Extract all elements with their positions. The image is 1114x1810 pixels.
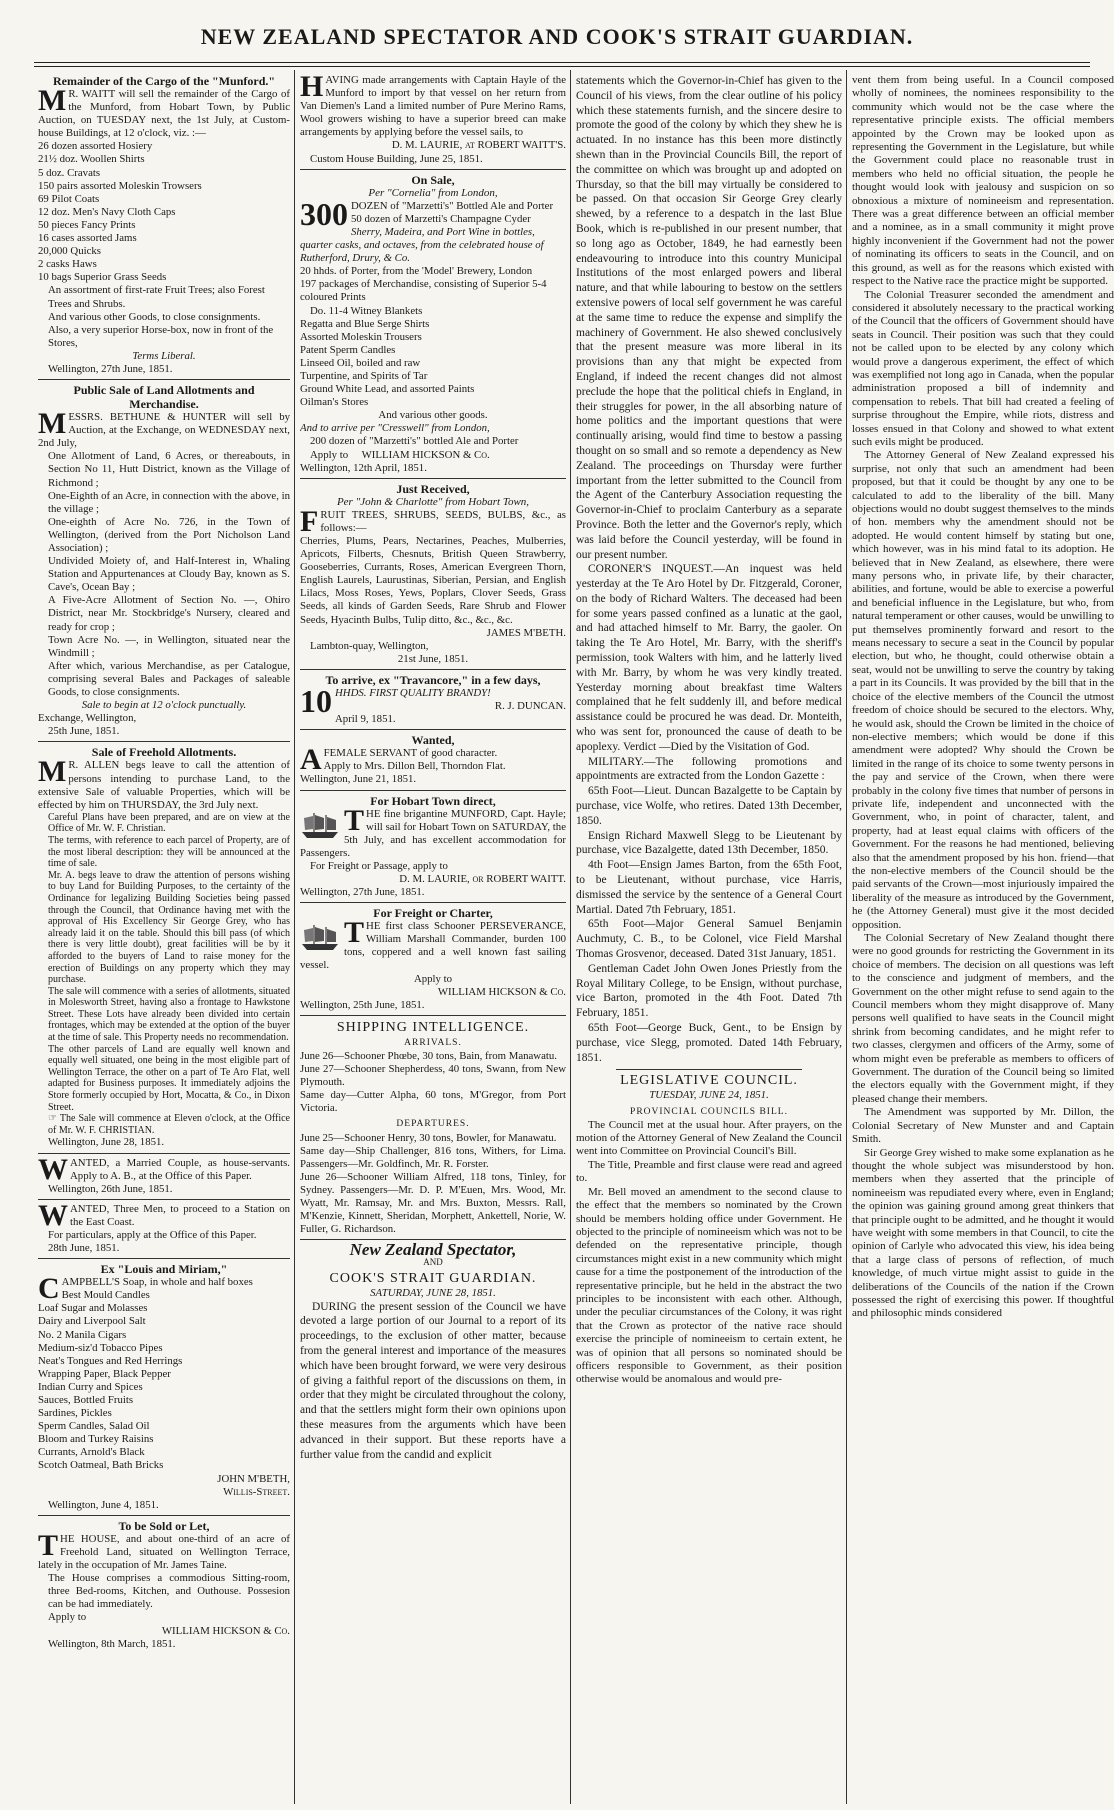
ad-apply: Apply to <box>413 972 453 985</box>
list-item: Sperm Candles, Salad Oil <box>38 1420 150 1433</box>
list-item: And various other goods. <box>378 409 488 422</box>
advertisement-munford-cargo <box>38 74 290 376</box>
list-item: 12 doz. Men's Navy Cloth Caps <box>38 205 176 218</box>
advertisement-wanted-servant <box>300 729 566 786</box>
list-item: Oilman's Stores <box>300 396 369 409</box>
advertisement-on-sale <box>300 169 566 475</box>
ad-intro: AMPBELL'S Soap, in whole and half boxes <box>61 1276 253 1289</box>
list-item: 20 hhds. of Porter, from the 'Model' Brewery, London <box>300 265 533 278</box>
ad-arrive: And to arrive per "Cresswell" from London, <box>300 422 490 435</box>
advertisement-freight-charter <box>300 902 566 1012</box>
masthead-rule <box>34 62 1090 63</box>
military-item: Ensign Richard Maxwell Slegg to be Lieutenant by purchase, vice Bazalgette, dated 13th December, 1850. <box>576 829 842 857</box>
ad-title: To arrive, ex "Travancore," in a few days, <box>325 672 541 687</box>
big-number: 10 <box>300 682 332 719</box>
list-item: Sardines, Pickles <box>38 1407 112 1420</box>
divider <box>616 1069 802 1070</box>
military-item: 65th Foot—Lieut. Duncan Bazalgette to be Captain by purchase, vice Wolfe, who retires. Dated 13th December, 1850. <box>576 785 842 827</box>
advertisement-louis-miriam <box>38 1258 290 1512</box>
ship-icon <box>300 810 340 840</box>
advertisement-house-sale <box>38 1515 290 1651</box>
section-title: SHIPPING INTELLIGENCE. <box>336 1019 530 1035</box>
ad-title: For Hobart Town direct, <box>370 793 496 808</box>
ad-paragraph: The terms, with reference to each parcel of Property, are of the most liberal description: they will be announced at the time of sale. <box>48 834 290 870</box>
ad-paragraph: One-Eighth of an Acre, in connection with the above, in the village ; <box>48 489 290 515</box>
ad-apply: Apply to <box>48 1611 87 1624</box>
list-item: 197 packages of Merchandise, consisting of Superior 5-4 coloured Prints <box>300 278 547 304</box>
ad-intro: HE HOUSE, and about one-third of an acre of Freehold Land, situated on Wellington Terrace, lately in the occupation of Mr. James Taine. <box>38 1532 290 1572</box>
list-item: 20,000 Quicks <box>38 245 101 258</box>
list-item: Turpentine, and Spirits of Tar <box>300 369 428 382</box>
section-title: LEGISLATIVE COUNCIL. <box>620 1073 798 1089</box>
ad-subtitle: Per "Cornelia" from London, <box>368 186 498 199</box>
ad-text: HE fine brigantine MUNFORD, Capt. Hayle; will sail for Hobart Town on SATURDAY, the 5th July, and has excellent accommodation for Passengers. <box>300 807 566 859</box>
list-item: 10 bags Superior Grass Seeds <box>38 271 167 284</box>
ad-place: Lambton-quay, Wellington, <box>310 639 429 652</box>
ad-terms: Terms Liberal. <box>132 349 196 362</box>
departure-entry: June 26—Schooner William Alfred, 118 tons, Tinley, for Sydney. Passengers—Mr. D. P. M'Euen, Mrs. Wood, Mr. Wyatt, Mr. Ramsay, Mr. and Mrs. Buxton, Messrs. Rall, M'Kenzie, Kinnett, Sheridan, Morphett, Ankettell, Norie, W. Fuller, G. Richardson. <box>300 1170 566 1236</box>
arrival-entry: June 27—Schooner Shepherdess, 40 tons, Swann, from New Plymouth. <box>300 1063 566 1089</box>
ad-date: Wellington, June 28, 1851. <box>48 1136 165 1149</box>
list-item: Sauces, Bottled Fruits <box>38 1394 134 1406</box>
advertisement-land-sale <box>38 379 290 738</box>
ad-date: Wellington, June 21, 1851. <box>300 773 417 786</box>
drop-cap: C <box>38 1272 60 1306</box>
subsection-label: DEPARTURES. <box>396 1119 470 1130</box>
ad-date: 21st June, 1851. <box>397 652 469 665</box>
list-item: 150 pairs assorted Moleskin Trowsers <box>38 179 202 192</box>
ad-date: April 9, 1851. <box>335 713 396 726</box>
ad-paragraph: The other parcels of Land are equally well known and equally well situated, one being in the most eligible part of Wellington Terrace, the other on a part of Te Aro Flat, well adapted for Business purposes. It immediately adjoins the Store formerly occupied by Hort, Mocatta, & Co., in Dixon Street. <box>48 1043 290 1113</box>
drop-cap: M <box>38 407 67 441</box>
military-item: Gentleman Cadet John Owen Jones Priestly from the Royal Military College, to be Ensign, without purchase, vice Barton, promoted in the 4th Foot. Dated 7th February, 1851. <box>576 962 842 1020</box>
ad-signature: R. J. DUNCAN. <box>494 700 566 713</box>
ad-text: Apply to Mrs. Dillon Bell, Thorndon Flat. <box>323 760 506 773</box>
ad-text: ANTED, a Married Couple, as house-servants. Apply to A. B., at the Office of this Paper. <box>70 1156 290 1182</box>
column-divider <box>570 70 571 1804</box>
ad-date: 25th June, 1851. <box>48 725 120 738</box>
masthead-rule-2 <box>34 66 1090 67</box>
list-item: Sherry, Madeira, and Port Wine in bottles, quarter casks, and octaves, from the celebrated house of Rutherford, Drury, & Co. <box>300 225 544 265</box>
arrival-entry: Same day—Cutter Alpha, 60 tons, M'Gregor, from Port Victoria. <box>300 1089 566 1115</box>
editorial <box>300 1239 566 1462</box>
editorial-title: New Zealand Spectator, <box>349 1240 517 1260</box>
list-item: Bloom and Turkey Raisins <box>38 1433 154 1446</box>
list-item: Indian Curry and Spices <box>38 1380 143 1393</box>
list-item: Neat's Tongues and Red Herrings <box>38 1354 183 1367</box>
ad-paragraph: The sale will commence with a series of allotments, situated in Molesworth Street, having also a frontage to Hawkstone Street. These Lots have already been divided into certain frontages, which may be extended at the option of the buyer at the time of sale. This Property needs no recommendation. <box>48 985 290 1044</box>
ad-date: Wellington, June 4, 1851. <box>48 1498 159 1511</box>
list-item: Loaf Sugar and Molasses <box>38 1302 148 1315</box>
ad-text: Cherries, Plums, Pears, Nectarines, Peaches, Mulberries, Apricots, Filberts, Chesnuts, British Queen Strawberry, Gooseberries, Currants, Roses, American Evergreen Thorn, English Laurels, Laurustinas, Siberian, Persian, and English Lilacs, Moss Roses, Yews, Poplars, Clover Seeds, Grass Seeds, all kinds of Garden Seeds, Rare Shrub and Flower Seeds, Hyacinth Bulbs, Tulip ditto, &c., &c., &c. <box>300 535 566 626</box>
drop-cap: T <box>344 916 365 950</box>
ad-place: Exchange, Wellington, <box>38 712 137 725</box>
ad-title: Wanted, <box>411 733 455 748</box>
ad-text: HE first class Schooner PERSEVERANCE, William Marshall Commander, burden 100 tons, coppered and a well known fast sailing vessel. <box>300 920 566 972</box>
drop-cap: W <box>38 1198 68 1232</box>
ad-title: Sale of Freehold Allotments. <box>91 745 237 760</box>
coroners-inquest: CORONER'S INQUEST.—An inquest was held yesterday at the Te Aro Hotel by Dr. Fitzgerald, Coroner, on the body of Richard Walters. The deceased had been for some years passed confined as a lunatic at the gaol, and had attached himself to Mr. Barry, the gaoler. On taking the Te Aro Hotel, Mr. Barry, with the sheriff's permission, took Walters with him, and he latterly lived with Mr. Barry, by whom he was very kindly treated. Yesterday morning about breakfast time Walters complained that he felt suddenly ill, and before medical assistance could be procured he was dead. Dr. Monteith, who was sent for, pronounced the cause of death to be apoplexy. Verdict —Died by the Visitation of God. <box>576 563 842 753</box>
article-paragraph: The Attorney General of New Zealand expressed his surprise, not only that such an amendment had been proposed, but that it could be thought by any one to be calculated to add to the liberality of the bill. Many objections would no doubt suggest themselves to the minds of hon. members why the amendment should not be adopted. He would content himself by stating but one, which however, was in his mind fatal to its adoption. He believed that in New Zealand, as elsewhere, there were many persons who, in private life, by their character, abilities, and fortune, would be able to exercise a powerful and beneficial influence in the Legislature, but who, from natural temperament or other causes, would be unwilling to put themselves prominently forward and resort to the means necessary to secure a seat in the Council by popular election, but who, he thought, could otherwise obtain a seat, would not be unwilling to serve the country by taking a part in its Councils. It was provided by the bill that in the choice of the elective members of the Council the utmost freedom of choice should be secured to the electors. Why, he would ask, should the Crown be limited in the choice of non-elective members; which would be done if this amendment were adopted? Why should the Crown be limited in the range of its choice to some twenty persons in the pay and service of the Crown, when there were probably in the colony five times that number of persons in private life, independent and unconnected with the Government, who, in point of character, talent, and property, had at least equal claims with officers of the Government. For the reasons he had mentioned, believing also that the amendment proposed by his hon. friend—that the non-elective members of the Council should be the paid servants of the Crown—most injuriously impaired the liberality of the measure as introduced by the Government, he (the Attorney General) must give it the most decided opposition. <box>852 449 1114 931</box>
ad-title: Remainder of the Cargo of the "Munford." <box>52 74 276 88</box>
military-item: 4th Foot—Ensign James Barton, from the 65th Foot, to be Lieutenant, without purchase, vice Harris, dismissed the service by the sentence of a General Court Martial. Dated 7th February, 1851. <box>576 859 842 916</box>
ad-paragraph: ☞ The Sale will commence at Eleven o'clock, at the Office of Mr. W. F. CHRISTIAN. <box>48 1113 290 1136</box>
ad-paragraph: A Five-Acre Allotment of Section No. —, Ohiro District, near Mr. Stockbridge's Nursery, cleared and ready for crop ; <box>48 594 290 633</box>
editorial-date: SATURDAY, JUNE 28, 1851. <box>370 1286 496 1299</box>
editorial-and: AND <box>423 1257 443 1268</box>
departure-entry: June 25—Schooner Henry, 30 tons, Bowler, for Manawatu. <box>300 1131 557 1144</box>
editorial-title-2: COOK'S STRAIT GUARDIAN. <box>329 1270 537 1286</box>
ad-signature: D. M. LAURIE, at ROBERT WAITT'S. <box>391 139 566 152</box>
ad-paragraph: One Allotment of Land, 6 Acres, or thereabouts, in Section No 11, Hutt District, known as the Village of Richmond ; <box>48 450 290 489</box>
list-item: 16 cases assorted Jams <box>38 232 137 245</box>
drop-cap: F <box>300 504 319 538</box>
section-date: TUESDAY, JUNE 24, 1851. <box>649 1089 769 1102</box>
list-item: 26 dozen assorted Hosiery <box>38 140 153 153</box>
ad-note: Sale to begin at 12 o'clock punctually. <box>81 699 247 712</box>
advertisement-wanted-couple <box>38 1153 290 1196</box>
list-item: 69 Pilot Coats <box>38 192 100 205</box>
military-intro: MILITARY.—The following promotions and appointments are extracted from the London Gazette : <box>576 755 842 783</box>
list-item: 21½ doz. Woollen Shirts <box>38 153 145 166</box>
ad-title: To be Sold or Let, <box>118 1518 210 1533</box>
ad-signature: WILLIAM HICKSON & Co. <box>161 1624 290 1637</box>
ad-paragraph: Undivided Moiety of, and Half-Interest in, Whaling Station and Appurtenances at Cloudy Bay, known as S. Cave's, Ocean Bay ; <box>48 555 290 594</box>
ad-date: 28th June, 1851. <box>48 1242 120 1255</box>
drop-cap: H <box>300 74 324 103</box>
list-item: Do. 11-4 Witney Blankets <box>310 304 423 317</box>
ad-paragraph: Town Acre No. —, in Wellington, situated near the Windmill ; <box>48 633 290 659</box>
ad-date: Custom House Building, June 25, 1851. <box>310 152 483 165</box>
ad-date: Wellington, 27th June, 1851. <box>48 362 173 375</box>
list-item: Wrapping Paper, Black Pepper <box>38 1367 171 1380</box>
article-paragraph: Mr. Bell moved an amendment to the second clause to the effect that the members so nominated by the Crown should be members holding office under Government. He objected to the principle of nomineeism which was not to be defended on the representative principle, though circumstances might exist in a new community which might cause for a time the postponement of the introduction of the representative principle, but he held in the abstract the two principles to be inconsistent with each other. Although, under the peculiar circumstances of the Colony, it was right that the Crown as protector of the native race should exercise the principle of nomineeism to certain extent, he was of opinion that all persons so nominated should be officers responsible to Government, as their position otherwise would be anomalous and would pre- <box>576 1185 842 1386</box>
ad-signature: JOHN M'BETH, <box>217 1472 290 1485</box>
ad-title: Just Received, <box>396 481 470 496</box>
advertisement-merino-rams <box>300 74 566 166</box>
article-paragraph: The Title, Preamble and first clause were read and agreed to. <box>576 1158 842 1185</box>
subsection-label: ARRIVALS. <box>404 1037 462 1048</box>
list-item: 2 casks Haws <box>38 258 97 271</box>
editorial-text: DURING the present session of the Council we have devoted a large portion of our Journal to a report of its proceedings, to the exclusion of other matter, because from the general interest and importance of the measures which have been brought forward, we were very desirous of giving a faithful report of the discussions on them, in order that they might be circulated throughout the colony, and that the settlers might form their own opinions upon these measures from the arguments which have been advanced in their support. But these reports have a further value from the candid and explicit <box>300 1300 566 1461</box>
ad-text: For Freight or Passage, apply to <box>310 859 448 872</box>
ad-signature: WILLIAM HICKSON & Co. <box>361 448 490 461</box>
list-item: Regatta and Blue Serge Shirts <box>300 317 430 330</box>
drop-cap: W <box>38 1152 68 1186</box>
ad-intro: R. WAITT will sell the remainder of the Cargo of the Munford, from Hobart Town, by Public Auction, on TUESDAY next, the 1st July, at Custom-house Buildings, at 12 o'clock, viz. :— <box>38 88 290 140</box>
advertisement-brandy <box>300 669 566 726</box>
list-item: And various other Goods, to close consignments. <box>48 310 261 323</box>
article-paragraph: statements which the Governor-in-Chief has given to the Council of his views, from the clear outline of his policy which these statements furnish, and the sincere desire to promote the good of the colony by which they shew he is actuated. In no instance has this been more distinctly shewn than in the Provincial Councils Bill, the report of the committee on which was brought up and adopted on Thursday, so that the bill may virtually be considered to be passed. On that occasion Sir George Grey clearly shewed, by a reference to a despatch in the last Blue Book, which is re-published in our present number, that so long ago as October, 1849, he had earnestly been endeavouring to introduce into this country Municipal Institutions of the most enlarged powers and liberal nature, and that while labouring to bestow on the settlers extensive powers of local self government he was careful at the same time to reduce the expense and simplify the machinery of Government. He also shewed conclusively that the present measure was more liberal in its provisions than any that might be expected from England, if indeed the recent changes did not almost preclude the hope that the political chiefs in England, in their struggles for power, in the all absorbing nature of home politics and the important questions that were continually arising, would find time to bestow a passing thought on so small and so remote a dependency as New Zealand. The proceedings on Thursday were further important from the letter submitted to the Council from the Agent of the Canterbury Association requesting the Governor-in-Chief to proclaim Canterbury as a separate Province. Both the letter and the Governor's reply, which was laid before the Council yesterday, will be found in our present number. <box>576 75 842 561</box>
list-item: Scotch Oatmeal, Bath Bricks <box>38 1459 164 1472</box>
big-number: 300 <box>300 195 348 232</box>
ad-paragraph: The House comprises a commodious Sitting-room, three Bed-rooms, Kitchen, and Outhouse. Possesion can be had immediately. <box>48 1572 290 1611</box>
article-paragraph: vent them from being useful. In a Council composed wholly of nominees, the nominees responsibility to the community which would not be the case where the representative principle exists. The official members appointed by the Crown may be looked upon as representing the Government in the Legislature, but while the Government could place no reasonable trust in members who held no official situation, the people he thought would look with jealousy and suspicion on so obnoxious a mixture of nomineeism and representation. There was a great difference between an official member and a nominee, as in a small community it might prove highly inconvenient if the Government had not the power of nominating its officers to seats in the Council, and on this ground, as well as for the reasons which existed with respect to the Native race the practice might be supported. <box>852 74 1114 288</box>
article-paragraph: Sir George Grey wished to make some explanation as he thought the whole subject was misunderstood by hon. members when they asserted that the principle of nomineeism was repudiated every where, even in England; the opinion was gaining ground among great thinkers that that principle ought to be admitted, and he thought it would have weight with some members in that Council, to cite the opinion of Carlyle who advocated this view, his idea being that a large class of persons of reflection, of much knowledge, of much virtue might assist to guide in the deliberations of the Councils of the nation if the Crown possessed the right of exercising this power. If thoughtful and philosophic minds considered <box>852 1146 1114 1320</box>
list-item: Linseed Oil, boiled and raw <box>300 356 421 369</box>
departure-entry: Same day—Ship Challenger, 816 tons, Withers, for Lima. Passengers—Mr. Goldfinch, Mr. R. Forster. <box>300 1144 566 1170</box>
ad-date: Wellington, 12th April, 1851. <box>300 461 427 474</box>
ad-signature: JAMES M'BETH. <box>486 626 566 639</box>
advertisement-freehold-allotments <box>38 741 290 1149</box>
ad-date: Wellington, 27th June, 1851. <box>300 886 425 899</box>
advertisement-fruit-trees <box>300 478 566 666</box>
ad-intro: AVING made arrangements with Captain Hayle of the Munford to import by that vessel on her return from Van Diemen's Land a limited number of Pure Merino Rams, Wool growers wishing to have a superior breed can make arrangements by applying before the vessel sails, to <box>300 74 566 139</box>
advertisement-wanted-men <box>38 1199 290 1255</box>
ad-title: Ex "Louis and Miriam," <box>100 1262 228 1277</box>
drop-cap: T <box>344 803 365 837</box>
ad-signature: WILLIAM HICKSON & Co. <box>437 985 566 998</box>
military-item: 65th Foot—Major General Samuel Benjamin Auchmuty, C. B., to be Colonel, vice Field Marshal Thomas Grosvenor, deceased. Dated 31st January, 1851. <box>576 918 842 961</box>
shipping-intelligence <box>300 1015 566 1237</box>
ad-intro: R. ALLEN begs leave to call the attention of persons intending to purchase Land, to the extensive Sale of valuable Properties, which will be effected by him on THURSDAY, the 3rd July next. <box>38 759 290 811</box>
ship-icon <box>300 922 340 952</box>
advertisement-hobart-town <box>300 790 566 900</box>
column-4 <box>852 74 1114 1804</box>
ad-intro: ESSRS. BETHUNE & HUNTER will sell by Auction, at the Exchange, on WEDNESDAY next, 2nd July, <box>38 411 290 450</box>
ad-paragraph: Mr. A. begs leave to draw the attention of persons wishing to buy Land for Building Purposes, to the certainty of the Ordinance for legalizing Building Societies being passed through the Council, that Ordinance having met with the approval of His Excellency Sir George Grey, who has already laid it on the table. Should this bill pass (of which there is very little doubt), great facilities will be by it afforded to the buyers of Land to raise money for the erection of Buildings on any property which they may purchase. <box>48 869 290 986</box>
ad-subtitle: Per "John & Charlotte" from Hobart Town, <box>336 495 530 508</box>
drop-cap: T <box>38 1528 59 1562</box>
military-item: 65th Foot—George Buck, Gent., to be Ensign by purchase, vice Slegg, promoted. Dated 14th February, 1851. <box>576 1022 842 1064</box>
column-divider <box>294 70 295 1804</box>
drop-cap: A <box>300 743 322 777</box>
column-divider <box>846 70 847 1804</box>
article-paragraph: The Colonial Treasurer seconded the amendment and considered it absolutely necessary to the practical working of the Council that the officers of Government should have seats in Council. Their position was such that they could not be called upon to be elected by any colony which would prove a dangerous experiment, the effect of which was exemplified not long ago in Canada, when the popular administration proposed a bill of indemnity and compensation to rebels. That bill had created a feeling of surprise throughout the Empire, while riots, distress and losses ensued in that Colony and showed to what extent such evils might be produced. <box>852 288 1114 448</box>
list-item: No. 2 Manila Cigars <box>38 1328 127 1341</box>
list-item: Medium-siz'd Tobacco Pipes <box>38 1341 163 1354</box>
ad-text: HHDS. FIRST QUALITY BRANDY! <box>335 686 491 699</box>
masthead: NEW ZEALAND SPECTATOR AND COOK'S STRAIT GUARDIAN. <box>200 24 914 49</box>
subsection-label: PROVINCIAL COUNCILS BILL. <box>630 1106 788 1117</box>
list-item: An assortment of first-rate Fruit Trees; also Forest Trees and Shrubs. <box>48 284 265 310</box>
column-2 <box>300 74 566 1804</box>
ad-apply: Apply to <box>310 448 349 461</box>
ad-text: For particulars, apply at the Office of this Paper. <box>48 1228 257 1241</box>
drop-cap: M <box>38 755 67 789</box>
ad-intro: RUIT TREES, SHRUBS, SEEDS, BULBS, &c., as follows:— <box>320 508 566 534</box>
list-item: Assorted Moleskin Trousers <box>300 330 422 343</box>
list-item: 50 dozen of Marzetti's Champagne Cyder <box>351 212 531 225</box>
drop-cap: M <box>38 84 67 117</box>
ad-date: Wellington, 8th March, 1851. <box>48 1637 176 1650</box>
list-item: Patent Sperm Candles <box>300 343 396 356</box>
ad-intro: DOZEN of "Marzetti's" Bottled Ale and Porter <box>351 199 554 212</box>
ad-paragraph: One-eighth of Acre No. 726, in the Town of Wellington, (derived from the Port Nicholson Land Association) ; <box>48 515 290 554</box>
list-item: Also, a very superior Horse-box, now in front of the Stores, <box>48 323 274 349</box>
ad-signature: Willis-Street. <box>223 1485 290 1498</box>
list-item: Ground White Lead, and assorted Paints <box>300 383 475 396</box>
list-item: 50 pieces Fancy Prints <box>38 218 136 231</box>
column-3 <box>576 74 842 1804</box>
article-paragraph: The Colonial Secretary of New Zealand thought there were no good grounds for restricting the Government in its choice of members. The decision on all questions was left to the conscience and judgment of members, and the Government on the other might refuse to send again to the Council members whom they might disapprove of. Many persons well qualified to have seats in the Council might shrink from becoming candidates, and he might refer to two classes, clergymen and officers of the Army, some of whom might even be preferable as members to officers of Government. The duration of the Council being so limited the electors equally with the Government might, if they pleased change their members. <box>852 932 1114 1105</box>
list-item: Best Mould Candles <box>61 1289 150 1302</box>
ad-text: FEMALE SERVANT of good character. <box>323 747 498 760</box>
column-1 <box>38 74 290 1804</box>
arrival-entry: June 26—Schooner Phœbe, 30 tons, Bain, from Manawatu. <box>300 1050 557 1062</box>
ad-paragraph: Careful Plans have been prepared, and are on view at the Office of Mr. W. F. Christian. <box>48 811 290 835</box>
ad-signature: D. M. LAURIE, or ROBERT WAITT. <box>399 872 566 885</box>
article-paragraph: The Amendment was supported by Mr. Dillon, the Colonial Secretary of New Munster and and Captain Smith. <box>852 1106 1114 1146</box>
ad-text: ANTED, Three Men, to proceed to a Station on the East Coast. <box>70 1202 290 1228</box>
list-item: 5 doz. Cravats <box>38 166 101 179</box>
ad-title: Public Sale of Land Allotments and Merchandise. <box>73 383 255 412</box>
list-item: Currants, Arnold's Black <box>38 1446 145 1459</box>
list-item: Dairy and Liverpool Salt <box>38 1315 146 1328</box>
ad-date: Wellington, 25th June, 1851. <box>300 998 425 1011</box>
ad-date: Wellington, 26th June, 1851. <box>48 1182 173 1195</box>
ad-title: On Sale, <box>411 172 455 187</box>
ad-title: For Freight or Charter, <box>373 906 493 921</box>
ad-paragraph: After which, various Merchandise, as per Catalogue, comprising several Bales and Packages of saleable Goods, to close consignments. <box>48 659 290 699</box>
article-paragraph: The Council met at the usual hour. After prayers, on the motion of the Attorney General of New Zealand the Council went into Committee on Provincial Council's Bill. <box>576 1118 842 1158</box>
ad-arrive-item: 200 dozen of "Marzetti's" bottled Ale and Porter <box>310 435 519 448</box>
